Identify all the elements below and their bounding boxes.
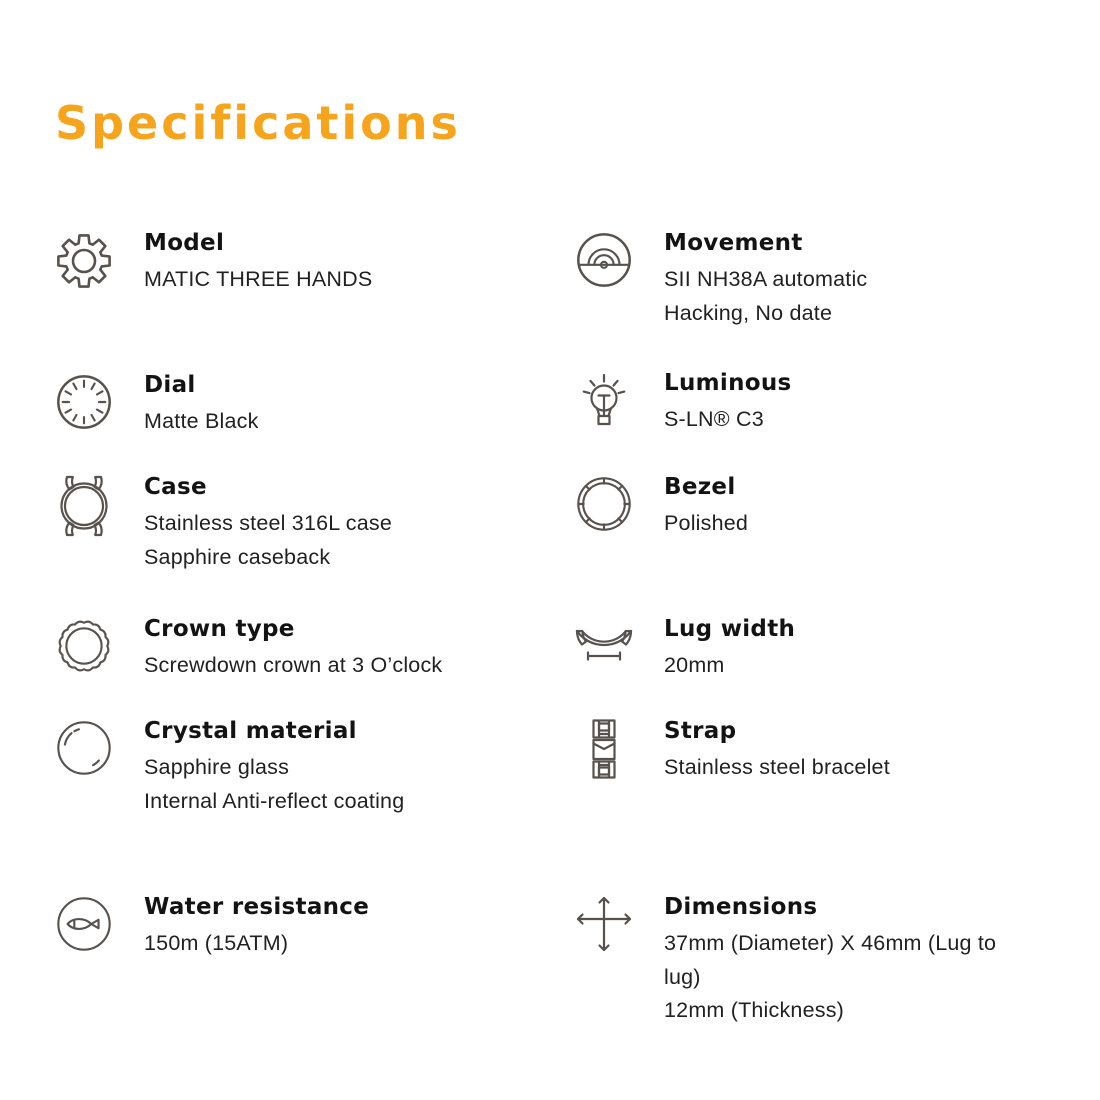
spec-values [144,649,442,683]
spec-label: Water resistance [144,894,370,920]
spec-values [664,751,890,785]
arrows-cross-icon [572,892,636,958]
spec-values [664,403,792,437]
spec-value-line: Polished [664,511,749,535]
spec-value-line: 150m (15ATM) [144,931,289,955]
lug-width-icon [572,614,636,666]
spec-label: Dial [144,372,196,398]
spec-label: Crystal material [144,718,357,744]
spec-value-line: MATIC THREE HANDS [144,267,373,291]
crown-icon [52,614,116,678]
spec-value-line: Internal Anti-reflect coating [144,788,405,813]
spec-value-line: Stainless steel 316L case [144,511,393,535]
strap-icon [572,716,636,782]
spec-item-water-resistance [52,892,522,961]
dial-icon [52,370,116,434]
spec-value-line: Matte Black [144,409,259,433]
bezel-icon [572,472,636,536]
fish-icon [52,892,116,956]
spec-value-line: 12mm (Thickness) [664,998,845,1022]
spec-value-line: Sapphire caseback [144,544,331,569]
spec-values [144,405,259,439]
gear-icon [52,228,116,294]
spec-label: Dimensions [664,894,818,920]
spec-label: Movement [664,230,803,256]
spec-item-lug-width [572,614,1032,683]
spec-value-line: S-LN® C3 [664,407,764,431]
spec-value-line: SII NH38A automatic [664,267,868,291]
crystal-icon [52,716,116,780]
spec-label: Strap [664,718,737,744]
spec-value-line: Sapphire glass [144,755,290,779]
spec-item-bezel [572,472,1032,541]
spec-values [144,507,392,574]
spec-values [144,263,372,297]
spec-label: Model [144,230,225,256]
movement-icon [572,228,636,292]
spec-value-line: Screwdown crown at 3 O’clock [144,653,443,677]
spec-value-line: 20mm [664,653,725,677]
spec-label: Luminous [664,370,792,396]
spec-value-line: 37mm (Diameter) X 46mm (Lug to lug) [664,931,997,989]
spec-value-line: Hacking, No date [664,300,833,325]
spec-item-strap [572,716,1032,785]
spec-label: Bezel [664,474,736,500]
spec-label: Lug width [664,616,796,642]
spec-value-line: Stainless steel bracelet [664,755,890,779]
spec-item-case [52,472,522,574]
spec-values [664,263,867,330]
spec-item-model [52,228,522,297]
spec-values [144,751,404,818]
spec-values [664,649,795,683]
case-icon [52,472,116,540]
spec-item-movement [572,228,1032,330]
spec-label: Case [144,474,207,500]
spec-item-crystal [52,716,522,818]
spec-label: Crown type [144,616,295,642]
page-title: Specifications [55,96,461,150]
spec-values [664,507,748,541]
spec-item-dimensions [572,892,1032,1028]
spec-item-luminous [572,368,1032,437]
spec-item-crown [52,614,522,683]
spec-values [664,927,1032,1028]
spec-values [144,927,369,961]
spec-item-dial [52,370,522,439]
bulb-icon [572,368,636,434]
